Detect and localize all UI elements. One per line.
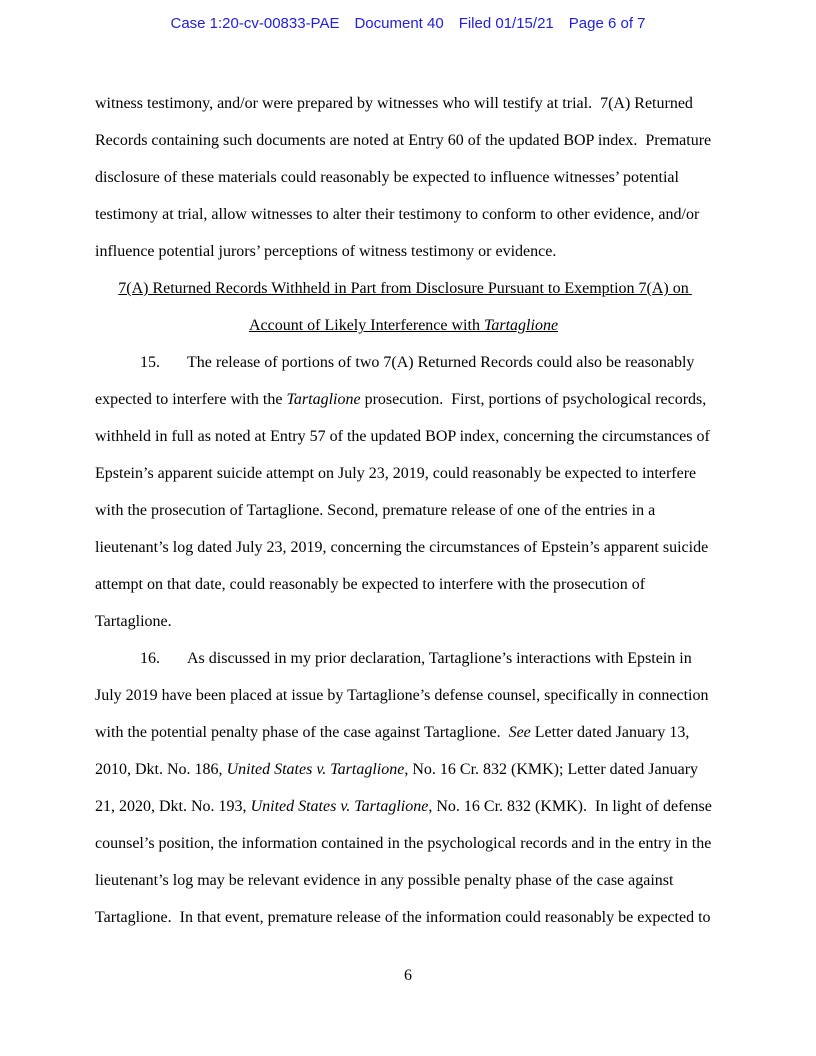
- case-stamp-segment-2: Filed 01/15/21: [458, 15, 554, 32]
- tab-spacer: [160, 640, 187, 677]
- case-stamp-segment-0: Case 1:20-cv-00833-PAE: [170, 15, 340, 32]
- text-segment: United States v. Tartaglione: [250, 798, 429, 815]
- case-stamp-segment-3: Page 6 of 7: [568, 15, 646, 32]
- text-segment: 7(A) Returned Records Withheld in Part from Disclosure Pursuant to Exemption 7(A) on Account of Likely Interference with: [118, 280, 692, 334]
- text-segment: 15.: [140, 354, 160, 371]
- tab-spacer: [160, 344, 187, 381]
- case-stamp-header: [0, 15, 816, 33]
- text-segment: The release of portions of two 7(A) Returned Records could also be reasonably expected to interfere with the: [95, 354, 699, 408]
- text-segment: Tartaglione: [483, 317, 559, 334]
- text-segment: , No. 16 Cr. 832 (KMK). In light of defense counsel’s position, the information contained in the psychological records and in the entry in the lieutenant’s log may be relevant evidence in any possible penalty phase of the case against Tartaglione. In that event, premature release of the information could reasonably be expected to: [95, 798, 716, 926]
- document-body: [95, 85, 716, 936]
- text-segment: United States v. Tartaglione: [226, 761, 405, 778]
- text-segment: As discussed in my prior declaration, Tartaglione’s interactions with Epstein in July 2019 have been placed at issue by Tartaglione’s defense counsel, specifically in connection with the potential penalty phase of the case against Tartaglione.: [95, 650, 713, 741]
- paragraph-16: [95, 640, 716, 936]
- text-segment: Letter dated January 13, 2010, Dkt. No. 186,: [95, 724, 694, 778]
- text-segment: witness testimony, and/or were prepared by witnesses who will testify at trial. 7(A) Returned Records containing such documents are noted at Entry 60 of the updated BOP index. Premature disclosure of these materials could reasonably be expected to influence witnesses’ potential testimony at trial, allow witnesses to alter their testimony to conform to other evidence, and/or influence potential jurors’ perceptions of witness testimony or evidence.: [95, 95, 716, 260]
- section-heading: [95, 270, 712, 344]
- text-segment: Tartaglione: [286, 391, 361, 408]
- text-segment: , No. 16 Cr. 832 (KMK); Letter dated January 21, 2020, Dkt. No. 193,: [95, 761, 703, 815]
- page-number: 6: [404, 967, 412, 984]
- text-segment: prosecution. First, portions of psychological records, withheld in full as noted at Entry 57 of the updated BOP index, concerning the circumstances of Epstein’s apparent suicide attempt on July 23, 2019, could reasonably be expected to interfere with the prosecution of Tartaglione. Second, premature release of one of the entries in a lieutenant’s log dated July 23, 2019, concerning the circumstances of Epstein’s apparent suicide attempt on that date, could reasonably be expected to interfere with the prosecution of Tartaglione.: [95, 391, 714, 630]
- paragraph-continuation: [95, 85, 716, 270]
- text-segment: See: [508, 724, 531, 741]
- paragraph-15: [95, 344, 712, 640]
- case-stamp-segment-1: Document 40: [354, 15, 444, 32]
- text-segment: 16.: [140, 650, 160, 667]
